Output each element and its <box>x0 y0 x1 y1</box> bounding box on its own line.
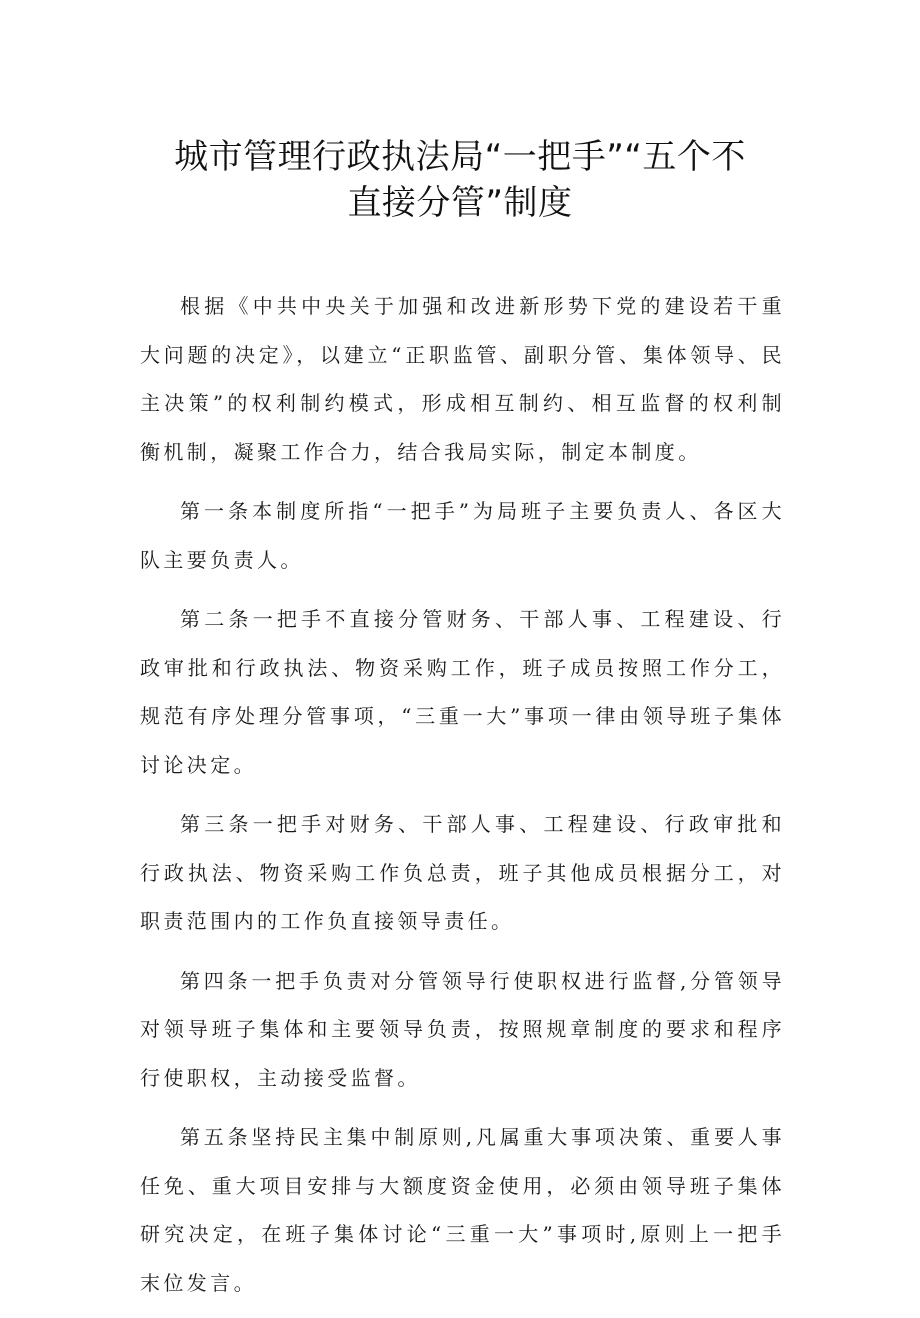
title-line-1: 城市管理行政执法局“一把手”“五个不 <box>174 137 746 177</box>
paragraph-article-4: 第四条一把手负责对分管领导行使职权进行监督,分管领导对领导班子集体和主要领导负责，按照规章制度的要求和程序行使职权，主动接受监督。 <box>140 968 785 1090</box>
paragraph-article-2: 第二条一把手不直接分管财务、干部人事、工程建设、行政审批和行政执法、物资采购工作，班子成员按照工作分工，规范有序处理分管事项，“三重一大”事项一律由领导班子集体讨论决定。 <box>140 607 785 777</box>
paragraph-article-3: 第三条一把手对财务、干部人事、工程建设、行政审批和行政执法、物资采购工作负总责，班子其他成员根据分工，对职责范围内的工作负直接领导责任。 <box>140 812 785 933</box>
paragraph-article-1: 第一条本制度所指“一把手”为局班子主要负责人、各区大队主要负责人。 <box>140 499 785 572</box>
title-line-2: 直接分管”制度 <box>347 183 573 223</box>
document-body <box>140 282 785 1318</box>
paragraph-preamble: 根据《中共中央关于加强和改进新形势下党的建设若干重大问题的决定》，以建立“正职监管、副职分管、集体领导、民主决策”的权利制约模式，形成相互制约、相互监督的权利制衡机制，凝聚工作合力，结合我局实际，制定本制度。 <box>140 294 785 464</box>
document-title <box>140 134 780 226</box>
paragraph-article-5: 第五条坚持民主集中制原则,凡属重大事项决策、重要人事任免、重大项目安排与大额度资金使用，必须由领导班子集体研究决定，在班子集体讨论“三重一大”事项时,原则上一把手末位发言。 <box>140 1125 785 1295</box>
